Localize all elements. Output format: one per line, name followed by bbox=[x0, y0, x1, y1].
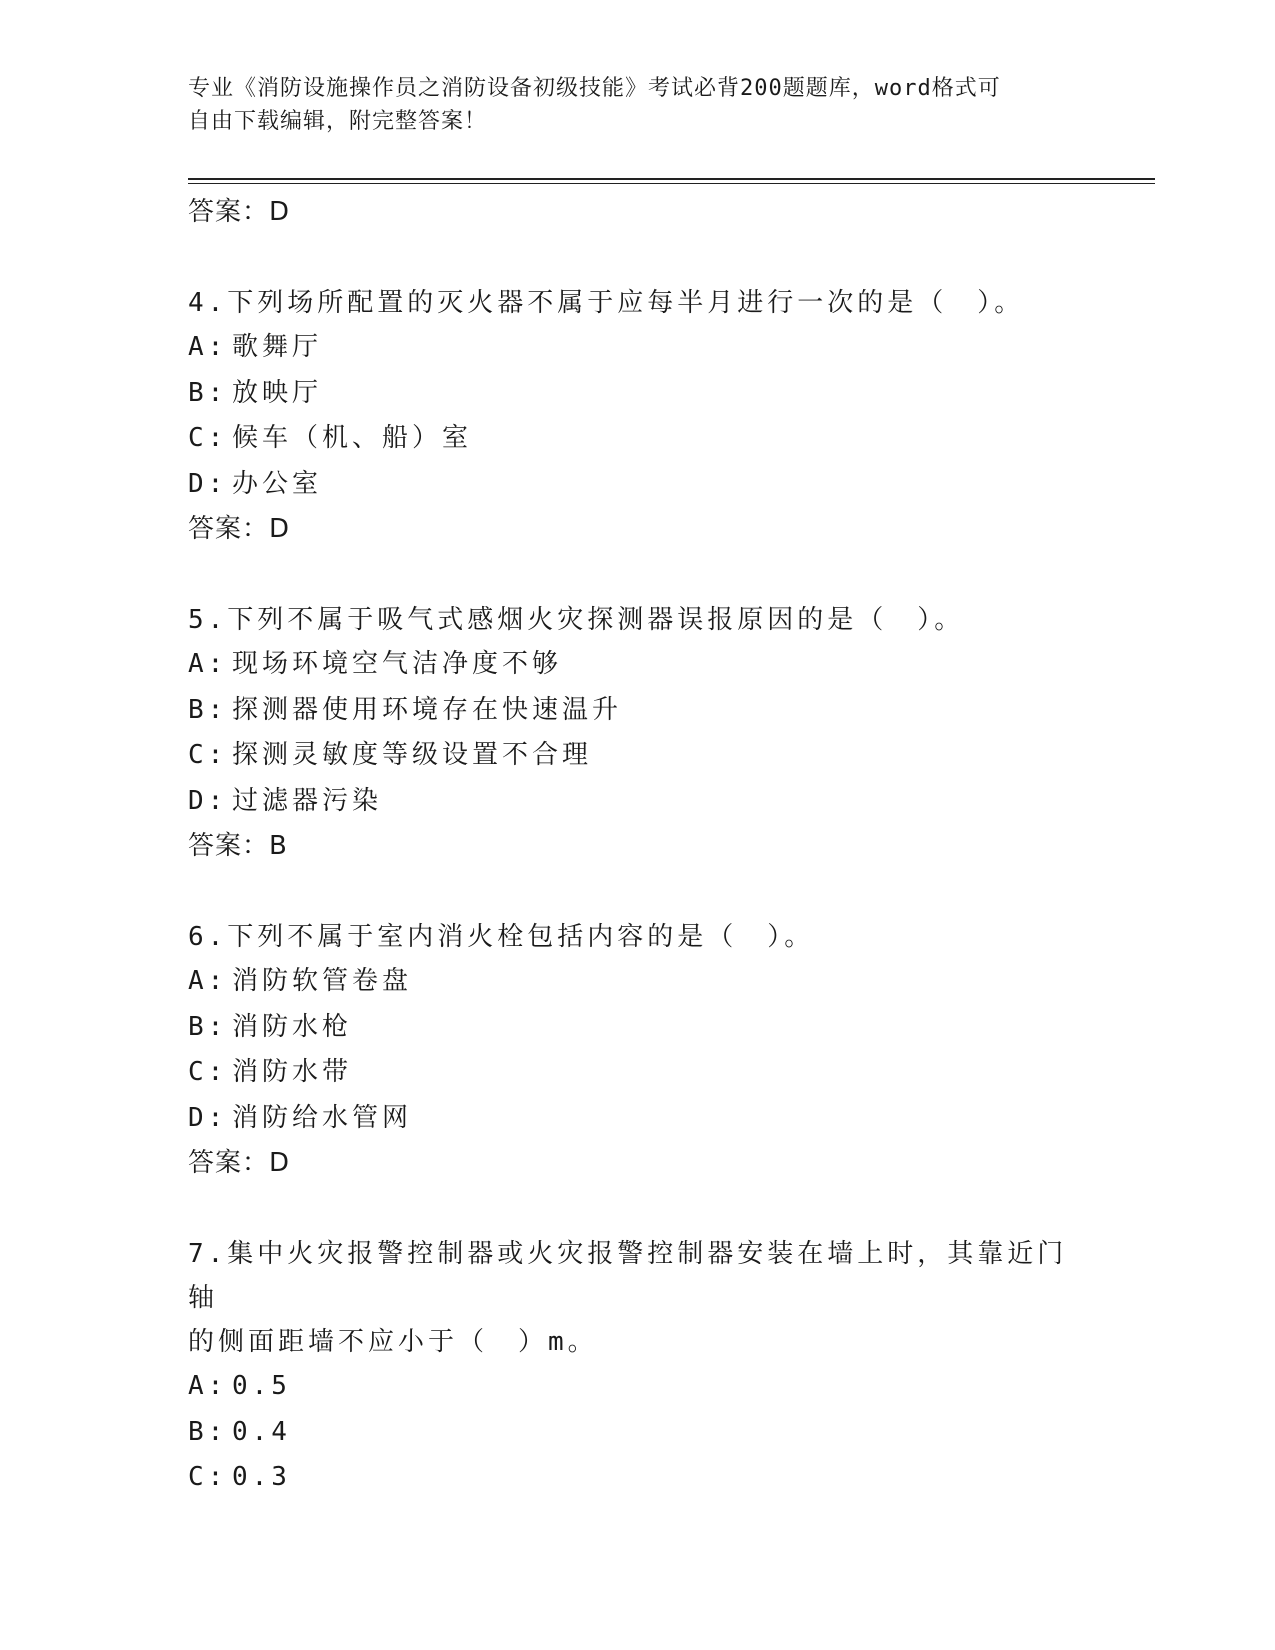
spacer bbox=[188, 551, 1088, 598]
option-c bbox=[188, 1050, 1088, 1096]
option-key: D: bbox=[188, 785, 228, 816]
option-b bbox=[188, 1410, 1088, 1456]
option-a bbox=[188, 959, 1088, 1005]
header-divider-thin bbox=[188, 183, 1155, 184]
answer-line: 答案：D bbox=[188, 1148, 291, 1178]
option-key: C: bbox=[188, 740, 228, 770]
option-key: B: bbox=[188, 377, 228, 408]
option-text: 歌舞厅 bbox=[232, 332, 323, 362]
question-text: 4.下列场所配置的灭火器不属于应每半月进行一次的是（ ）。 bbox=[188, 288, 1025, 318]
option-key: A: bbox=[188, 966, 228, 996]
option-key: D: bbox=[188, 1102, 228, 1133]
option-a bbox=[188, 1364, 1088, 1410]
option-key: C: bbox=[188, 1462, 228, 1492]
question-text-line-1: 7.集中火灾报警控制器或火灾报警控制器安装在墙上时，其靠近门轴 bbox=[188, 1239, 1068, 1313]
option-d bbox=[188, 779, 1088, 825]
option-key: A: bbox=[188, 649, 228, 679]
option-key: B: bbox=[188, 1416, 228, 1447]
option-c bbox=[188, 733, 1088, 779]
question-text: 6.下列不属于室内消火栓包括内容的是（ ）。 bbox=[188, 922, 815, 952]
question-5 bbox=[188, 598, 1088, 868]
header-line-2: 自由下载编辑，附完整答案！ bbox=[188, 109, 488, 134]
option-text: 现场环境空气洁净度不够 bbox=[232, 649, 563, 679]
option-text: 办公室 bbox=[232, 468, 323, 499]
question-text: 5.下列不属于吸气式感烟火灾探测器误报原因的是（ ）。 bbox=[188, 605, 965, 635]
option-text: 过滤器污染 bbox=[232, 785, 383, 816]
option-key: C: bbox=[188, 1057, 228, 1087]
option-d bbox=[188, 1096, 1088, 1142]
question-7 bbox=[188, 1232, 1088, 1501]
question-text-line-2: 的侧面距墙不应小于（ ）m。 bbox=[188, 1327, 598, 1357]
option-key: D: bbox=[188, 468, 228, 499]
option-a bbox=[188, 642, 1088, 688]
option-text: 0.3 bbox=[232, 1462, 291, 1492]
option-text: 消防软管卷盘 bbox=[232, 966, 413, 996]
option-text: 探测灵敏度等级设置不合理 bbox=[232, 740, 593, 770]
option-text: 放映厅 bbox=[232, 377, 323, 408]
option-key: B: bbox=[188, 1011, 228, 1042]
option-c bbox=[188, 1455, 1088, 1501]
spacer bbox=[188, 868, 1088, 915]
option-text: 消防水枪 bbox=[232, 1011, 353, 1042]
option-key: A: bbox=[188, 1371, 228, 1401]
question-6 bbox=[188, 915, 1088, 1185]
option-text: 候车（机、船）室 bbox=[232, 423, 473, 453]
question-list bbox=[188, 190, 1088, 1501]
option-text: 探测器使用环境存在快速温升 bbox=[232, 694, 623, 725]
option-text: 消防水带 bbox=[232, 1057, 353, 1087]
spacer bbox=[188, 1185, 1088, 1232]
answer-line: 答案：D bbox=[188, 514, 291, 544]
answer-line: 答案：D bbox=[188, 197, 291, 227]
answer-line: 答案：B bbox=[188, 831, 288, 861]
option-b bbox=[188, 688, 1088, 734]
option-b bbox=[188, 371, 1088, 417]
option-a bbox=[188, 325, 1088, 371]
option-c bbox=[188, 416, 1088, 462]
option-text: 0.5 bbox=[232, 1371, 291, 1401]
option-key: C: bbox=[188, 423, 228, 453]
option-text: 0.4 bbox=[232, 1416, 291, 1447]
header-line-1: 专业《消防设施操作员之消防设备初级技能》考试必背200题题库，word格式可 bbox=[188, 76, 1001, 101]
document-header bbox=[188, 72, 1068, 138]
question-4 bbox=[188, 281, 1088, 551]
option-b bbox=[188, 1005, 1088, 1051]
spacer bbox=[188, 234, 1088, 281]
header-divider-thick bbox=[188, 178, 1155, 180]
option-key: B: bbox=[188, 694, 228, 725]
option-key: A: bbox=[188, 332, 228, 362]
option-d bbox=[188, 462, 1088, 508]
option-text: 消防给水管网 bbox=[232, 1102, 413, 1133]
